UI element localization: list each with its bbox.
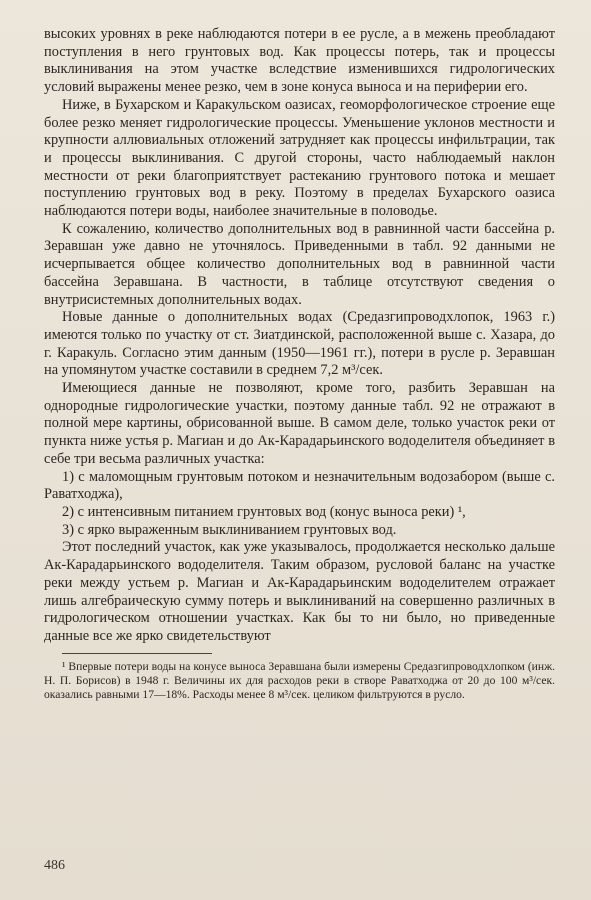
- main-text: [44, 26, 555, 646]
- page-number: 486: [44, 858, 65, 873]
- footnote-divider: [62, 653, 212, 654]
- list-item-1: 1) с маломощным грунтовым потоком и незначительным водозабором (выше с. Раватходжа),: [44, 468, 555, 503]
- paragraph-5: Имеющиеся данные не позволяют, кроме того, разбить Зеравшан на однородные гидрологические участки, поэтому данные табл. 92 не отражают в полной мере картины, обрисованной выше. В самом деле, только участок реки от пункта ниже устья р. Магиан и до Ак-Карадарьинского вододелителя объединяет в себе три весьма различных участка:: [44, 380, 555, 467]
- paragraph-4: Новые данные о дополнительных водах (Средазгипроводхлопок, 1963 г.) имеются только по участку от ст. Зиатдинской, расположенной выше с. Хазара, до г. Каракуль. Согласно этим данным (1950—1961 гг.), потери в русле р. Зеравшан на упомянутом участке составили в среднем 7,2 м³/сек.: [44, 309, 555, 379]
- list-item-2: 2) с интенсивным питанием грунтовых вод (конус выноса реки) ¹,: [62, 503, 466, 520]
- paragraph-3: К сожалению, количество дополнительных вод в равнинной части бассейна р. Зеравшан уже давно не уточнялось. Приведенными в табл. 92 данными не исчерпывается общее количество дополнительных вод в равнинной части бассейна Зеравшана. В частности, в таблице отсутствуют сведения о внутрисистемных дополнительных водах.: [44, 220, 555, 308]
- list-item-3: 3) с ярко выраженным выклиниванием грунтовых вод.: [62, 521, 397, 538]
- paragraph-6: Этот последний участок, как уже указывалось, продолжается несколько дальше Ак-Карадарьинского вододелителя. Таким образом, русловой баланс на участке реки между устьем р. Магиан и Ак-Карадарьинским вододелителем отражает лишь алгебраическую сумму потерь и выклиниваний на совершенно различных в гидрологическом отношении участках. Как бы то ни было, но приведенные данные все же ярко свидетельствуют: [44, 539, 555, 644]
- paragraph-2: Ниже, в Бухарском и Каракульском оазисах, геоморфологическое строение еще более резко меняет гидрологические процессы. Уменьшение уклонов местности и крупности аллювиальных отложений затрудняет как процессы инфильтрации, так и процессы выклинивания. С другой стороны, часто наблюдаемый наклон местности от реки благоприятствует растеканию грунтового потока и мешает поступлению грунтовых вод в реку. Поэтому в пределах Бухарского оазиса наблюдаются потери воды, наиболее значительные в половодье.: [44, 96, 555, 220]
- footnote: ¹ Впервые потери воды на конусе выноса Зеравшана были измерены Средазгипроводхлопком (инж. Н. П. Борисов) в 1948 г. Величины их для расходов реки в створе Раватходжа от 20 до 100 м³/сек. оказались равными 17—18%. Расходы менее 8 м³/сек. целиком фильтруются в русло.: [44, 659, 555, 702]
- paragraph-1: высоких уровнях в реке наблюдаются потери в ее русле, а в межень преобладают поступления в него грунтовых вод. Как процессы потерь, так и процессы выклинивания на этом участке вследствие изменившихся гидрологических условий выражены менее резко, чем в зоне конуса выноса и на периферии его.: [44, 26, 555, 96]
